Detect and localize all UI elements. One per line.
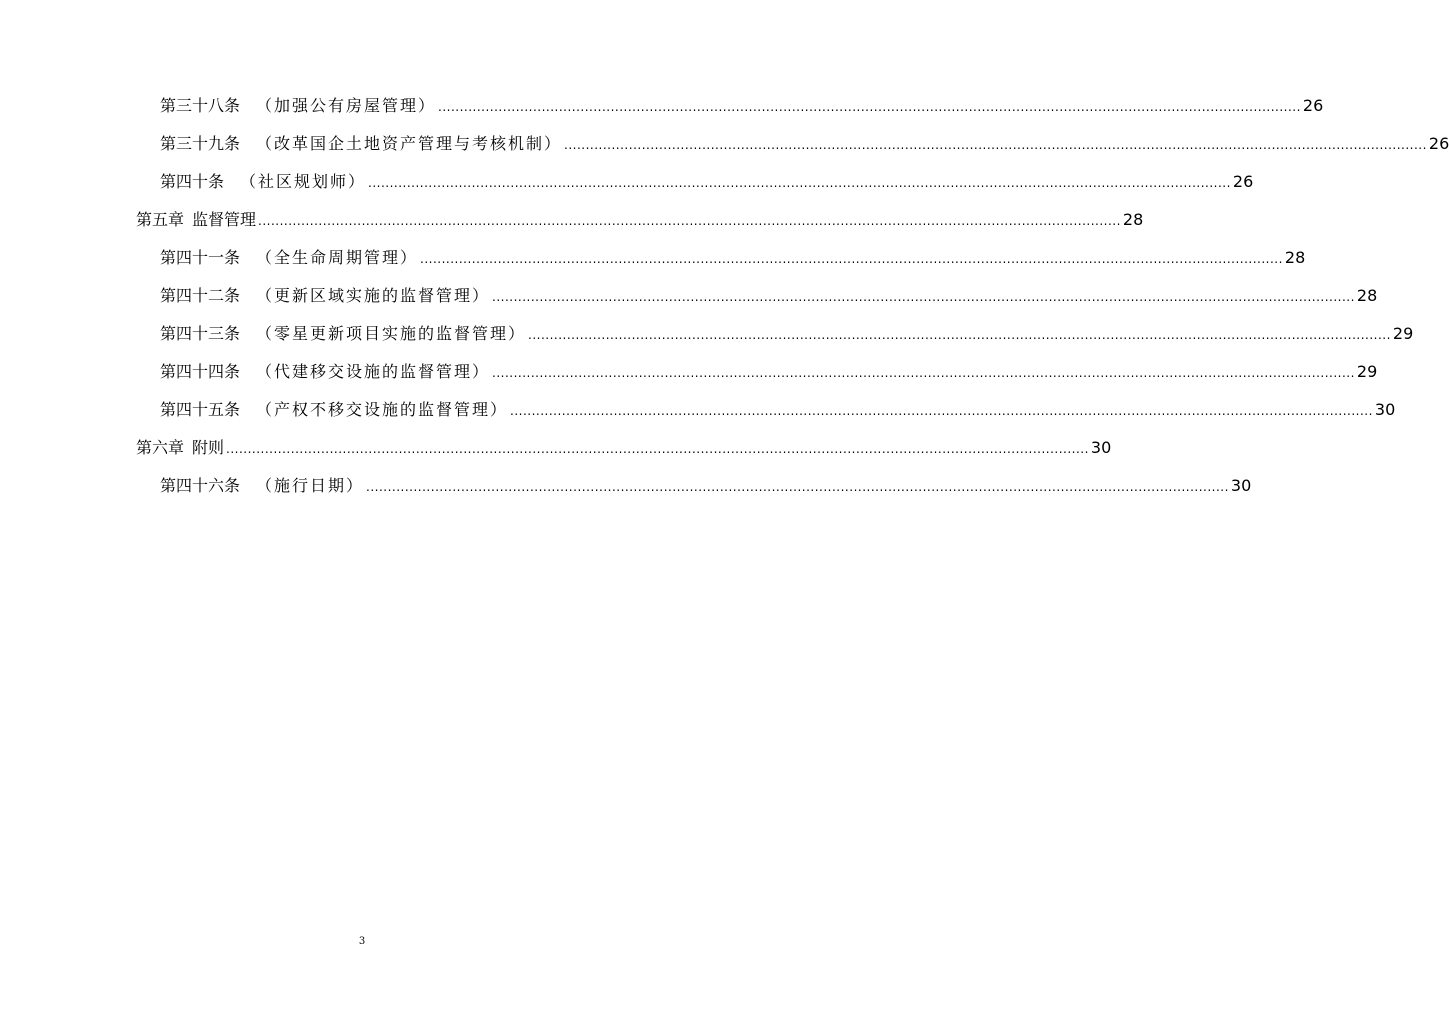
toc-entry-title: 附则 (192, 438, 225, 457)
toc-entry-article-39[interactable] (160, 129, 1449, 159)
toc-entry-number: 第四十一条 (160, 248, 241, 267)
toc-leader-dots: ........................................................................................................................................................................................................ (438, 100, 1301, 114)
toc-entry-number: 第四十六条 (160, 476, 241, 495)
toc-entry-page: 30 (1230, 476, 1252, 495)
toc-entry-article-41[interactable] (160, 243, 1306, 273)
toc-entry-title: （代建移交设施的监督管理） (256, 362, 491, 381)
toc-entry-chapter-6[interactable] (136, 433, 1112, 463)
toc-entry-page: 26 (1302, 96, 1324, 115)
toc-entry-number: 第四十四条 (160, 362, 241, 381)
toc-entry-number: 第三十九条 (160, 134, 241, 153)
toc-entry-page: 30 (1374, 400, 1396, 419)
toc-entry-title: （零星更新项目实施的监督管理） (256, 324, 527, 343)
toc-entry-title: （改革国企土地资产管理与考核机制） (256, 134, 563, 153)
toc-entry-page: 26 (1232, 172, 1254, 191)
toc-leader-dots: ........................................................................................................................................................................................................ (366, 480, 1229, 494)
toc-entry-number: 第四十五条 (160, 400, 241, 419)
toc-entry-title: （施行日期） (256, 476, 365, 495)
toc-entry-title: （产权不移交设施的监督管理） (256, 400, 509, 419)
toc-entry-article-42[interactable] (160, 281, 1378, 311)
toc-entry-page: 29 (1392, 324, 1414, 343)
toc-leader-dots: ........................................................................................................................................................................................................ (510, 404, 1373, 418)
toc-leader-dots: ........................................................................................................................................................................................................ (528, 328, 1391, 342)
toc-entry-article-40[interactable] (160, 167, 1254, 197)
toc-leader-dots: ........................................................................................................................................................................................................ (492, 290, 1355, 304)
toc-leader-dots: ........................................................................................................................................................................................................ (420, 252, 1283, 266)
toc-entry-article-46[interactable] (160, 471, 1252, 501)
toc-entry-page: 30 (1090, 438, 1112, 457)
toc-entry-title: （全生命周期管理） (256, 248, 419, 267)
toc-entry-title: （更新区域实施的监督管理） (256, 286, 491, 305)
toc-entry-article-44[interactable] (160, 357, 1378, 387)
toc-entry-page: 28 (1284, 248, 1306, 267)
toc-entry-chapter-5[interactable] (136, 205, 1144, 235)
toc-leader-dots: ........................................................................................................................................................................................................ (564, 138, 1427, 152)
page-number: 3 (358, 936, 366, 947)
toc-leader-dots: ........................................................................................................................................................................................................ (368, 176, 1231, 190)
toc-entry-article-38[interactable] (160, 91, 1324, 121)
toc-entry-number: 第四十三条 (160, 324, 241, 343)
toc-entry-article-45[interactable] (160, 395, 1396, 425)
toc-entry-title: （社区规划师） (240, 172, 367, 191)
toc-entry-title: 监督管理 (192, 210, 257, 229)
toc-entry-number: 第六章 (136, 438, 185, 457)
toc-leader-dots: ........................................................................................................................................................................................................ (258, 214, 1121, 228)
toc-entry-number: 第四十二条 (160, 286, 241, 305)
toc-entry-page: 29 (1356, 362, 1378, 381)
toc-entry-page: 28 (1122, 210, 1144, 229)
toc-entry-page: 26 (1428, 134, 1449, 153)
toc-entry-number: 第三十八条 (160, 96, 241, 115)
toc-entry-number: 第五章 (136, 210, 185, 229)
toc-leader-dots: ........................................................................................................................................................................................................ (226, 442, 1089, 456)
toc-leader-dots: ........................................................................................................................................................................................................ (492, 366, 1355, 380)
toc-entry-page: 28 (1356, 286, 1378, 305)
toc-entry-title: （加强公有房屋管理） (256, 96, 437, 115)
toc-entry-number: 第四十条 (160, 172, 225, 191)
toc-entry-article-43[interactable] (160, 319, 1414, 349)
